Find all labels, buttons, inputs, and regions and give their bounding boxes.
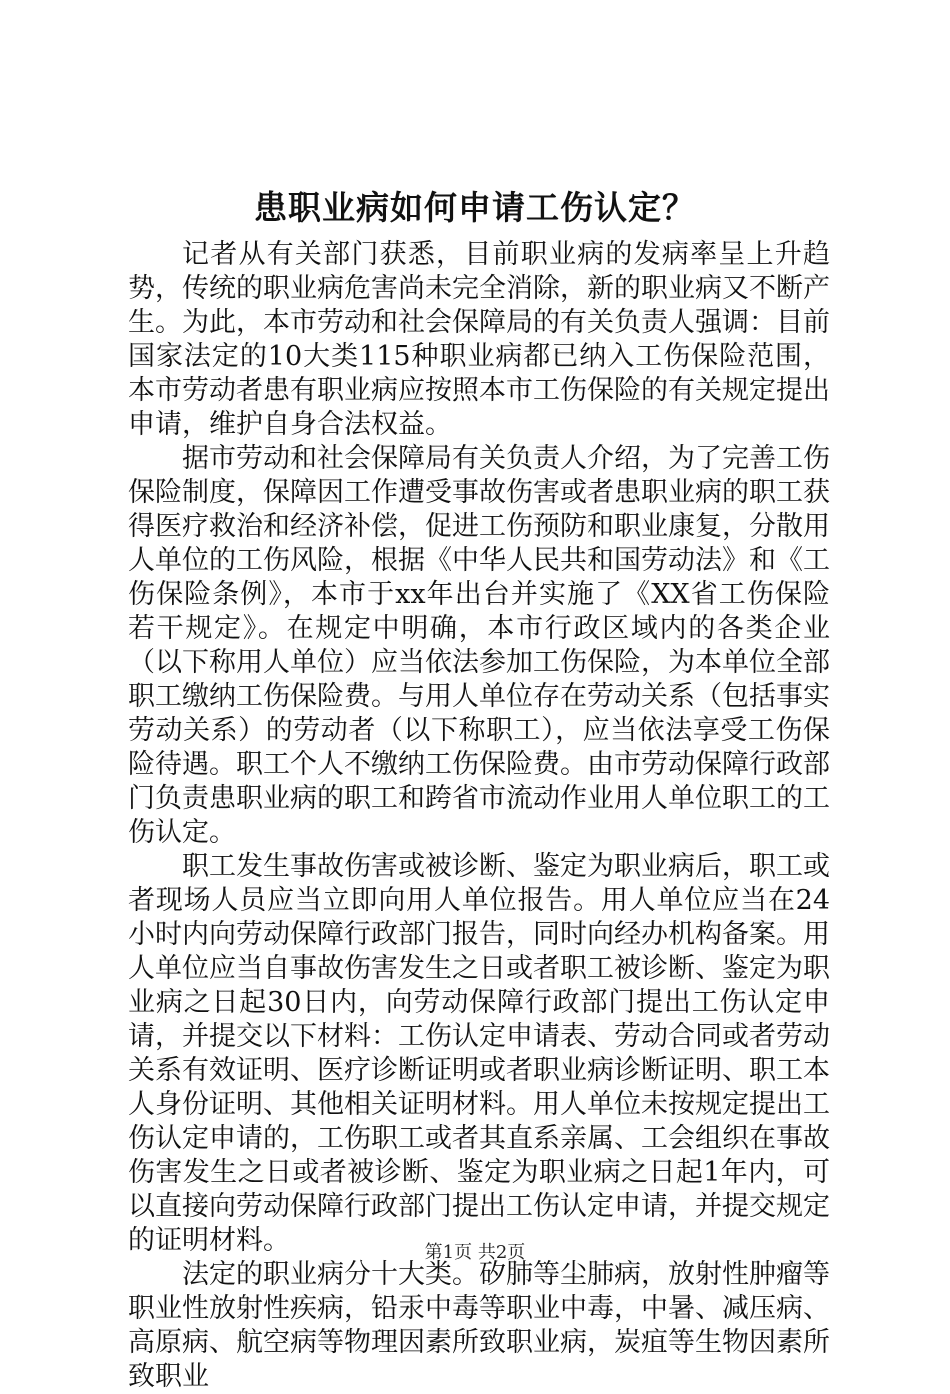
paragraph-2: 据市劳动和社会保障局有关负责人介绍，为了完善工伤保险制度，保障因工作遭受事故伤害或者患职业病的职工获得医疗救治和经济补偿，促进工伤预防和职业康复，分散用人单位的工伤风险，根据《中华人民共和国劳动法》和《工伤保险条例》，本市于xx年出台并实施了《XX省工伤保险若干规定》。在规定中明确，本市行政区域内的各类企业（以下称用人单位）应当依法参加工伤保险，为本单位全部职工缴纳工伤保险费。与用人单位存在劳动关系（包括事实劳动关系）的劳动者（以下称职工），应当依法享受工伤保险待遇。职工个人不缴纳工伤保险费。由市劳动保障行政部门负责患职业病的职工和跨省市流动作业用人单位职工的工伤认定。 xyxy=(128,443,830,848)
paragraph-1: 记者从有关部门获悉，目前职业病的发病率呈上升趋势，传统的职业病危害尚未完全消除，新的职业病又不断产生。为此，本市劳动和社会保障局的有关负责人强调：目前国家法定的10大类115种职业病都已纳入工伤保险范围，本市劳动者患有职业病应按照本市工伤保险的有关规定提出申请，维护自身合法权益。 xyxy=(128,239,830,440)
paragraph-3: 职工发生事故伤害或被诊断、鉴定为职业病后，职工或者现场人员应当立即向用人单位报告。用人单位应当在24小时内向劳动保障行政部门报告，同时向经办机构备案。用人单位应当自事故伤害发生之日或者职工被诊断、鉴定为职业病之日起30日内，向劳动保障行政部门提出工伤认定申请，并提交以下材料：工伤认定申请表、劳动合同或者劳动关系有效证明、医疗诊断证明或者职业病诊断证明、职工本人身份证明、其他相关证明材料。用人单位未按规定提出工伤认定申请的，工伤职工或者其直系亲属、工会组织在事故伤害发生之日或者被诊断、鉴定为职业病之日起1年内，可以直接向劳动保障行政部门提出工伤认定申请，并提交规定的证明材料。 xyxy=(128,851,830,1256)
page-number-footer: 第1页 共2页 xyxy=(424,1242,526,1263)
paragraph-4: 法定的职业病分十大类。矽肺等尘肺病，放射性肿瘤等职业性放射性疾病，铅汞中毒等职业中毒，中暑、减压病、高原病、航空病等物理因素所致职业病，炭疽等生物因素所致职业 xyxy=(128,1259,830,1392)
document-body xyxy=(128,238,830,1394)
document-title: 患职业病如何申请工伤认定？ xyxy=(254,188,696,227)
